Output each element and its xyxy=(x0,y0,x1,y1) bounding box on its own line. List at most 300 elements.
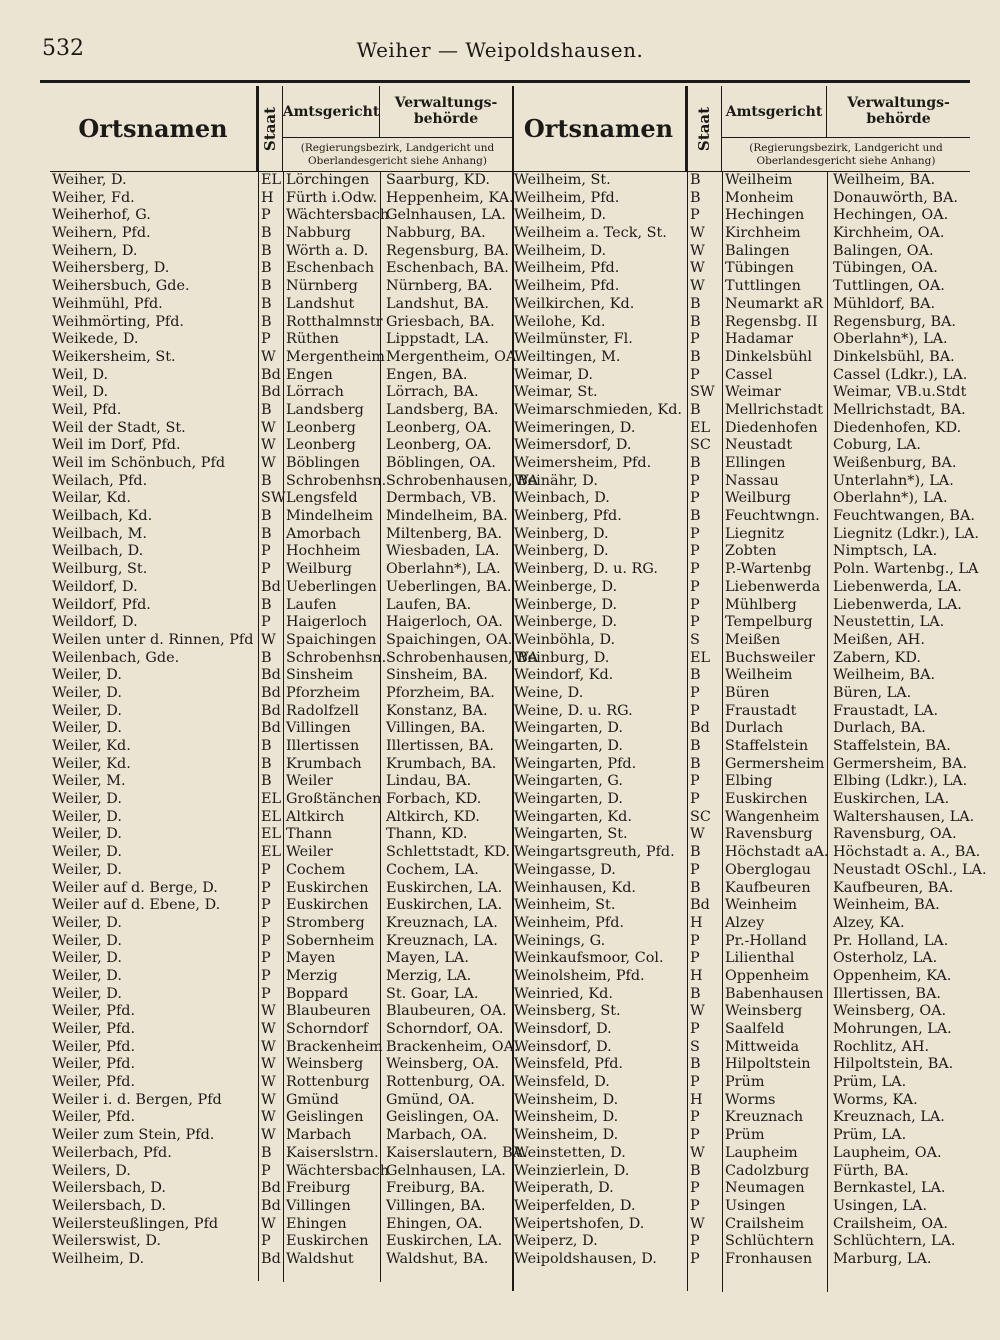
entry-place-name: Weilheim, Pfd. xyxy=(514,189,620,206)
entry-court: Prüm xyxy=(725,1074,765,1091)
entry-place-name: Weildorf, D. xyxy=(52,578,138,595)
entry-authority: Unterlahn*), LA. xyxy=(833,472,954,489)
entry-court: Mayen xyxy=(286,950,336,967)
column-rule xyxy=(258,86,259,1281)
column-rule xyxy=(283,172,284,1282)
table-row xyxy=(512,968,970,986)
entry-place-name: Weilburg, St. xyxy=(52,561,148,578)
entry-state: P xyxy=(690,1127,700,1144)
table-row xyxy=(512,844,981,862)
entry-place-name: Weimar, St. xyxy=(514,384,598,401)
entry-state: W xyxy=(690,242,705,259)
entry-court: Monheim xyxy=(725,189,794,206)
entry-list-left xyxy=(50,172,539,1269)
entry-place-name: Weingarten, Kd. xyxy=(514,808,632,825)
table-row xyxy=(50,172,512,190)
entry-place-name: Weimarschmieden, Kd. xyxy=(514,401,683,418)
entry-court: Sinsheim xyxy=(286,667,354,684)
entry-place-name: Weinsheim, D. xyxy=(514,1091,619,1108)
entry-court: Landsberg xyxy=(286,401,364,418)
table-row xyxy=(512,172,970,190)
entry-court: Geislingen xyxy=(286,1109,364,1126)
entry-state: P xyxy=(690,207,700,224)
entry-place-name: Weinzierlein, D. xyxy=(514,1162,630,1179)
entry-authority: Illertissen, BA. xyxy=(833,985,941,1002)
table-row xyxy=(50,720,512,738)
left-column-block xyxy=(50,86,539,1269)
entry-court: Amorbach xyxy=(286,525,361,542)
entry-state: P xyxy=(690,791,700,808)
entry-court: Mellrichstadt xyxy=(725,401,824,418)
entry-authority: Gelnhausen, LA. xyxy=(386,1162,506,1179)
entry-state: B xyxy=(261,295,272,312)
table-row xyxy=(512,950,970,968)
table-row xyxy=(512,508,975,526)
entry-authority: Cochem, LA. xyxy=(386,861,479,878)
table-row xyxy=(50,1198,512,1216)
entry-state: P xyxy=(690,366,700,383)
entry-authority: Nabburg, BA. xyxy=(386,225,486,242)
entry-court: Höchstadt aA. xyxy=(725,844,829,861)
entry-place-name: Weiherhof, G. xyxy=(52,207,151,224)
entry-state: W xyxy=(690,278,705,295)
entry-court: Wächtersbach xyxy=(286,207,390,224)
entry-state: W xyxy=(261,1021,276,1037)
entry-state: B xyxy=(690,879,701,896)
entry-place-name: Weiler, D. xyxy=(52,720,122,737)
entry-court: Gmünd xyxy=(286,1091,339,1108)
entry-authority: Euskirchen, LA. xyxy=(833,791,950,808)
entry-place-name: Weiler, D. xyxy=(52,791,122,808)
entry-state: EL xyxy=(261,844,282,861)
entry-court: Weilburg xyxy=(725,490,791,507)
entry-court: Kreuznach xyxy=(725,1109,804,1126)
entry-authority: Gelnhausen, LA. xyxy=(386,207,506,224)
table-row xyxy=(50,543,512,561)
entry-authority: Diedenhofen, KD. xyxy=(833,419,962,436)
table-row xyxy=(512,650,970,668)
entry-place-name: Weiler, Kd. xyxy=(52,755,131,772)
entry-authority: Griesbach, BA. xyxy=(386,313,495,330)
entry-court: Meißen xyxy=(725,631,781,648)
entry-authority: Osterholz, LA. xyxy=(833,950,938,967)
entry-state: P xyxy=(690,684,700,701)
entry-place-name: Weiler, D. xyxy=(52,844,122,861)
entry-court: Liegnitz xyxy=(725,525,785,542)
table-row xyxy=(50,367,512,385)
table-row xyxy=(512,986,970,1004)
entry-state: SC xyxy=(690,808,711,825)
entry-authority: Poln. Wartenbg., LA xyxy=(833,561,979,578)
entry-state: B xyxy=(261,278,272,295)
table-row xyxy=(512,420,970,438)
entry-state: SC xyxy=(690,437,711,454)
entry-state: EL xyxy=(261,791,282,808)
entry-court: Saalfeld xyxy=(725,1021,785,1037)
table-row xyxy=(512,1251,970,1269)
table-row xyxy=(512,1109,970,1127)
entry-place-name: Weingartsgreuth, Pfd. xyxy=(514,844,675,861)
entry-state: Bd xyxy=(261,1180,281,1197)
entry-authority: Leonberg, OA. xyxy=(386,419,492,436)
entry-authority: Konstanz, BA. xyxy=(386,702,488,719)
table-row xyxy=(512,632,970,650)
table-row xyxy=(50,1092,512,1110)
entry-court: Nassau xyxy=(725,472,779,489)
entry-court: Laufen xyxy=(286,596,337,613)
entry-court: Schorndorf xyxy=(286,1021,369,1037)
entry-place-name: Weiler, Kd. xyxy=(52,738,131,754)
entry-authority: Durlach, BA. xyxy=(833,720,926,737)
entry-authority: Usingen, LA. xyxy=(833,1197,928,1214)
entry-authority: Oppenheim, KA. xyxy=(833,967,952,984)
entry-state: B xyxy=(261,401,272,418)
entry-authority: Fraustadt, LA. xyxy=(833,702,939,719)
entry-state: Bd xyxy=(261,1197,281,1214)
entry-state: B xyxy=(261,472,272,489)
table-row xyxy=(50,844,512,862)
table-row xyxy=(512,1056,970,1074)
entry-state: B xyxy=(261,260,272,277)
entry-court: Neustadt xyxy=(725,437,793,454)
entry-court: Zobten xyxy=(725,543,777,560)
entry-court: Hochheim xyxy=(286,543,361,560)
table-row xyxy=(512,561,979,579)
header-right-group xyxy=(283,86,512,171)
entry-court: Haigerloch xyxy=(286,614,367,631)
entry-state: Bd xyxy=(261,578,281,595)
table-row xyxy=(512,402,970,420)
entry-place-name: Weinsdorf, D. xyxy=(514,1021,612,1037)
table-row xyxy=(512,808,975,827)
entry-authority: Lörrach, BA. xyxy=(386,384,479,401)
table-row xyxy=(50,1127,512,1145)
table-row xyxy=(50,1074,512,1092)
entry-authority: Marbach, OA. xyxy=(386,1127,488,1144)
entry-state: B xyxy=(690,985,701,1002)
entry-court: Euskirchen xyxy=(286,879,369,896)
table-row xyxy=(512,190,970,208)
entry-state: P xyxy=(690,525,700,542)
entry-state: W xyxy=(261,419,276,436)
table-row xyxy=(512,773,970,791)
entry-place-name: Weilheim, D. xyxy=(52,1250,145,1267)
entry-place-name: Weiler, D. xyxy=(52,985,122,1002)
table-row xyxy=(512,1233,970,1251)
entry-authority: Freiburg, BA. xyxy=(386,1180,486,1197)
entry-place-name: Weine, D. u. RG. xyxy=(514,702,633,719)
entry-state: W xyxy=(690,1144,705,1161)
entry-place-name: Weinsheim, D. xyxy=(514,1109,619,1126)
entry-court: Kirchheim xyxy=(725,225,801,242)
entry-place-name: Weiler, D. xyxy=(52,702,122,719)
entry-state: EL xyxy=(261,826,282,843)
entry-authority: Nürnberg, BA. xyxy=(386,278,493,295)
entry-authority: Neustadt OSchl., LA. xyxy=(833,861,987,878)
entry-state: P xyxy=(261,543,271,560)
entry-state: P xyxy=(690,1233,700,1250)
table-row xyxy=(512,525,979,544)
entry-court: Mindelheim xyxy=(286,508,373,525)
entry-authority: Laupheim, OA. xyxy=(833,1144,942,1161)
entry-state: P xyxy=(261,207,271,224)
entry-court: Balingen xyxy=(725,242,790,259)
table-row xyxy=(512,703,970,721)
table-row xyxy=(512,897,970,915)
table-row xyxy=(512,738,970,756)
entry-place-name: Weingarten, D. xyxy=(514,720,623,737)
entry-state: P xyxy=(690,1109,700,1126)
table-row xyxy=(50,1180,512,1198)
table-row xyxy=(512,1180,970,1198)
table-row xyxy=(512,1039,970,1057)
entry-place-name: Weinberg, D. xyxy=(514,543,609,560)
entry-authority: Kreuznach, LA. xyxy=(386,932,498,949)
entry-authority: Tuttlingen, OA. xyxy=(833,278,945,295)
entry-court: Merzig xyxy=(286,967,338,984)
entry-court: Kaufbeuren xyxy=(725,879,811,896)
entry-place-name: Weil, Pfd. xyxy=(52,401,122,418)
entry-state: SW xyxy=(261,490,286,507)
entry-place-name: Weilach, Pfd. xyxy=(52,472,148,489)
table-row xyxy=(512,1163,970,1181)
entry-state: Bd xyxy=(261,684,281,701)
entry-authority: Wiesbaden, LA. xyxy=(386,543,500,560)
entry-authority: Ravensburg, OA. xyxy=(833,826,957,843)
entry-state: Bd xyxy=(261,366,281,383)
entry-authority: Euskirchen, LA. xyxy=(386,879,503,896)
entry-authority: Schlüchtern, LA. xyxy=(833,1233,956,1250)
entry-court: Fronhausen xyxy=(725,1250,813,1267)
entry-place-name: Weimar, D. xyxy=(514,366,594,383)
entry-court: Villingen xyxy=(286,1197,351,1214)
entry-authority: Waltershausen, LA. xyxy=(833,808,975,825)
entry-authority: Dermbach, VB. xyxy=(386,490,497,507)
entry-place-name: Weinberg, Pfd. xyxy=(514,508,622,525)
entry-place-name: Weilheim, Pfd. xyxy=(514,260,620,277)
entry-place-name: Weilerswist, D. xyxy=(52,1233,161,1250)
entry-state: W xyxy=(261,1215,276,1232)
column-rule xyxy=(380,172,381,1282)
entry-court: Weinsberg xyxy=(725,1003,803,1020)
entry-state: B xyxy=(690,348,701,365)
entry-place-name: Weinhausen, Kd. xyxy=(514,879,636,896)
table-row xyxy=(50,1216,512,1234)
entry-place-name: Weinheim, St. xyxy=(514,897,616,914)
entry-state: P xyxy=(690,578,700,595)
entry-state: B xyxy=(690,738,701,754)
entry-authority: Miltenberg, BA. xyxy=(386,525,503,542)
entry-state: Bd xyxy=(690,720,710,737)
table-row xyxy=(50,632,512,650)
entry-authority: Fürth, BA. xyxy=(833,1162,909,1179)
entry-place-name: Weinsheim, D. xyxy=(514,1127,619,1144)
header-right-group xyxy=(722,86,970,171)
entry-court: Leonberg xyxy=(286,437,356,454)
entry-place-name: Weinings, G. xyxy=(514,932,606,949)
entry-court: Cadolzburg xyxy=(725,1162,810,1179)
table-row xyxy=(512,278,970,296)
entry-authority: Mindelheim, BA. xyxy=(386,508,508,525)
table-row xyxy=(50,472,539,491)
entry-court: Rotthalmnstr xyxy=(286,313,383,330)
table-row xyxy=(512,296,970,314)
entry-authority: Pr. Holland, LA. xyxy=(833,932,949,949)
entry-court: Babenhausen xyxy=(725,985,824,1002)
entry-place-name: Weingasse, D. xyxy=(514,861,616,878)
entry-court: Landshut xyxy=(286,295,355,312)
table-row xyxy=(50,455,512,473)
entry-court: Ueberlingen xyxy=(286,578,377,595)
table-row xyxy=(512,207,970,225)
entry-court: Weinsberg xyxy=(286,1056,364,1073)
entry-state: P xyxy=(261,914,271,931)
entry-authority: Mühldorf, BA. xyxy=(833,295,936,312)
entry-authority: Landshut, BA. xyxy=(386,295,490,312)
entry-authority: Donauwörth, BA. xyxy=(833,189,958,206)
table-row xyxy=(512,1021,970,1039)
table-row xyxy=(50,773,512,791)
entry-court: Ravensburg xyxy=(725,826,813,843)
entry-place-name: Weil im Schönbuch, Pfd xyxy=(52,455,226,471)
entry-authority: Balingen, OA. xyxy=(833,242,934,259)
entry-place-name: Weinberge, D. xyxy=(514,596,618,613)
entry-court: Euskirchen xyxy=(286,897,369,914)
entry-court: Regensbg. II xyxy=(725,313,818,330)
entry-place-name: Weilheim, D. xyxy=(514,207,607,224)
entry-place-name: Weihersbuch, Gde. xyxy=(52,278,190,295)
entry-place-name: Weil, D. xyxy=(52,366,109,383)
entry-court: Leonberg xyxy=(286,419,356,436)
entry-place-name: Weiler, D. xyxy=(52,684,122,701)
entry-court: Pr.-Holland xyxy=(725,932,807,949)
entry-state: B xyxy=(690,1056,701,1073)
table-row xyxy=(512,1092,970,1110)
entry-place-name: Weiler, D. xyxy=(52,967,122,984)
entry-state: P xyxy=(690,950,700,967)
entry-state: W xyxy=(261,1074,276,1091)
entry-court: Hilpoltstein xyxy=(725,1056,811,1073)
entry-state: P xyxy=(261,879,271,896)
entry-state: P xyxy=(261,1162,271,1179)
entry-place-name: Weingarten, Pfd. xyxy=(514,755,637,772)
entry-authority: Worms, KA. xyxy=(833,1091,918,1108)
table-row xyxy=(512,473,970,491)
entry-state: P xyxy=(261,950,271,967)
entry-state: P xyxy=(690,331,700,348)
entry-place-name: Weimersheim, Pfd. xyxy=(514,455,652,471)
header-top-row xyxy=(722,86,970,138)
header-note: (Regierungsbezirk, Landgericht und Oberlandesgericht siehe Anhang) xyxy=(300,142,495,167)
entry-state: P xyxy=(690,1180,700,1197)
entry-place-name: Weilmünster, Fl. xyxy=(514,331,633,348)
table-row xyxy=(50,579,512,597)
table-row xyxy=(50,1163,512,1181)
entry-court: Thann xyxy=(286,826,332,843)
entry-authority: Alzey, KA. xyxy=(833,914,905,931)
table-row xyxy=(50,950,512,968)
entry-court: Staffelstein xyxy=(725,738,809,754)
entry-place-name: Weikede, D. xyxy=(52,331,139,348)
entry-court: Spaichingen xyxy=(286,631,377,648)
entry-place-name: Weiperfelden, D. xyxy=(514,1197,636,1214)
entry-state: W xyxy=(690,1215,705,1232)
header-staat-label: Staat xyxy=(261,106,280,151)
table-row xyxy=(50,526,512,544)
table-row xyxy=(512,933,970,951)
entry-authority: Laufen, BA. xyxy=(386,596,472,613)
entry-state: P xyxy=(690,773,700,790)
page-number: 532 xyxy=(42,36,84,61)
entry-court: Tuttlingen xyxy=(725,278,801,295)
entry-court: Büren xyxy=(725,684,770,701)
entry-court: Stromberg xyxy=(286,914,365,931)
entry-place-name: Weinheim, Pfd. xyxy=(514,914,624,931)
entry-authority: St. Goar, LA. xyxy=(386,985,479,1002)
entry-place-name: Weilerbach, Pfd. xyxy=(52,1144,172,1161)
entry-place-name: Weiler, Pfd. xyxy=(52,1038,136,1055)
entry-authority: Bernkastel, LA. xyxy=(833,1180,946,1197)
entry-state: B xyxy=(690,508,701,525)
table-row xyxy=(50,862,512,880)
entry-place-name: Weiler, M. xyxy=(52,773,126,790)
entry-state: P xyxy=(690,702,700,719)
entry-state: W xyxy=(261,631,276,648)
entry-court: Ehingen xyxy=(286,1215,347,1232)
table-row xyxy=(512,1216,970,1234)
entry-authority: Euskirchen, LA. xyxy=(386,1233,503,1250)
entry-court: Sobernheim xyxy=(286,932,375,949)
table-row xyxy=(512,1074,970,1092)
table-row xyxy=(512,490,970,508)
table-row xyxy=(50,915,512,933)
entry-court: Weilheim xyxy=(725,172,793,188)
table-row xyxy=(50,880,512,898)
entry-place-name: Weilheim, Pfd. xyxy=(514,278,620,295)
table-row xyxy=(50,1056,512,1074)
entry-court: Weilburg xyxy=(286,561,352,578)
table-row xyxy=(512,720,970,738)
header-top-row xyxy=(283,86,512,138)
entry-state: W xyxy=(261,437,276,454)
entry-state: B xyxy=(261,508,272,525)
table-row xyxy=(50,402,512,420)
entry-place-name: Weinsfeld, D. xyxy=(514,1074,610,1091)
entry-authority: Schlettstadt, KD. xyxy=(386,844,511,861)
entry-authority: Geislingen, OA. xyxy=(386,1109,500,1126)
entry-authority: Kaufbeuren, BA. xyxy=(833,879,954,896)
table-row xyxy=(512,349,970,367)
table-row xyxy=(50,1251,512,1269)
entry-authority: Höchstadt a. A., BA. xyxy=(833,844,981,861)
entry-authority: Regensburg, BA. xyxy=(833,313,956,330)
entry-state: W xyxy=(261,1038,276,1055)
entry-authority: Schorndorf, OA. xyxy=(386,1021,504,1037)
table-header-left xyxy=(50,86,512,172)
entry-place-name: Weihmühl, Pfd. xyxy=(52,295,163,312)
table-row xyxy=(512,1198,970,1216)
entry-state: H xyxy=(261,189,274,206)
entry-court: Eschenbach xyxy=(286,260,375,277)
entry-place-name: Weimeringen, D. xyxy=(514,419,636,436)
entry-court: Lilienthal xyxy=(725,950,795,967)
entry-authority: Kreuznach, LA. xyxy=(386,914,498,931)
entry-place-name: Weimersdorf, D. xyxy=(514,437,632,454)
entry-place-name: Weilkirchen, Kd. xyxy=(514,295,635,312)
entry-list-right xyxy=(512,172,987,1269)
entry-court: Wörth a. D. xyxy=(286,242,369,259)
table-row xyxy=(50,243,512,261)
